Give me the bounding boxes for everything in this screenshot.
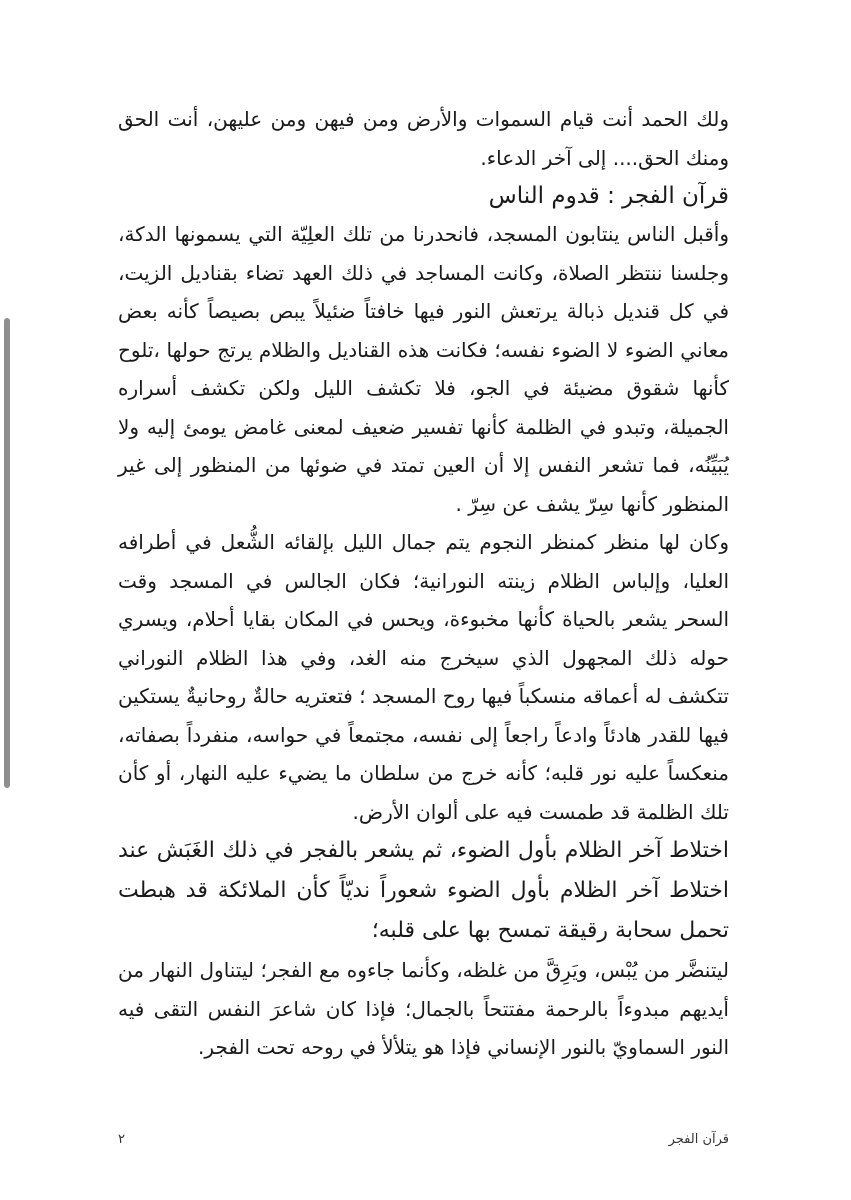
footer-title: قرآن الفجر [668, 1132, 729, 1147]
section-heading: قرآن الفجر : قدوم الناس [488, 183, 729, 209]
paragraph-opening-prayer: ولك الحمد أنت قيام السموات والأرض ومن فيهن ومن عليهن، أنت الحق ومنك الحق.... إلى آخر الدعاء. [118, 107, 729, 170]
document-body [118, 100, 729, 1067]
vertical-scrollbar[interactable] [4, 318, 10, 788]
paragraph-closing: ليتنضَّر من يُبْس، ويَرِقَّ من غلظه، وكأنما جاءوه مع الفجر؛ ليتناول النهار من أيديهم مبدوءاً بالرحمة مفتتحاً بالجمال؛ فإذا كان شاعرَ النفس التقى فيه النور السماويّ بالنور الإنساني فإذا هو يتلألأ في روحه تحت الفجر. [118, 958, 729, 1059]
paragraph-stars: وكان لها منظر كمنظر النجوم يتم جمال الليل بإلقائه الشُّعل في أطرافه العليا، وإلباس الظلام زينته النورانية؛ فكان الجالس في المسجد وقت السحر يشعر بالحياة كأنها مخبوءة، ويحس في المكان بقايا أحلام، ويسري حوله ذلك المجهول الذي سيخرج منه الغد، وفي هذا الظلام النوراني تتكشف له أعماقه منسكباً فيها روح المسجد ؛ فتعتريه حالةٌ روحانيةٌ يستكين فيها للقدر هادئاً وادعاً راجعاً إلى نفسه، مجتمعاً في حواسه، منفرداً بصفاته، منعكساً عليه نور قلبه؛ كأنه خرج من سلطان ما يضيء عليه النهار، أو كأن تلك الظلمة قد طمست فيه على ألوان الأرض. [118, 530, 729, 824]
paragraph-dawn-twilight: اختلاط آخر الظلام بأول الضوء، ثم يشعر بالفجر في ذلك الغَبَش عند اختلاط آخر الظلام بأول الضوء شعوراً نديّاً كأن الملائكة قد هبطت تحمل سحابة رقيقة تمسح بها على قلبه؛ [118, 838, 729, 943]
paragraph-lamps: وأقبل الناس ينتابون المسجد، فانحدرنا من تلك العلِيّة التي يسمونها الدكة، وجلسنا ننتظر الصلاة، وكانت المساجد في ذلك العهد تضاء بقناديل الزيت، في كل قنديل ذبالة يرتعش النور فيها خافتاً ضئيلاً يبص بصيصاً كأنه بعض معاني الضوء لا الضوء نفسه؛ فكانت هذه القناديل والظلام يرتج حولها ،تلوح كأنها شقوق مضيئة في الجو، فلا تكشف الليل ولكن تكشف أسراره الجميلة، وتبدو في الظلمة كأنها تفسير ضعيف لمعنى غامض يومئ إليه ولا يُبَيِّنُه، فما تشعر النفس إلا أن العين تمتد في ضوئها من المنظور إلى غير المنظور كأنها سِرّ يشف عن سِرّ . [118, 222, 729, 516]
page-number: ٢ [118, 1132, 125, 1147]
